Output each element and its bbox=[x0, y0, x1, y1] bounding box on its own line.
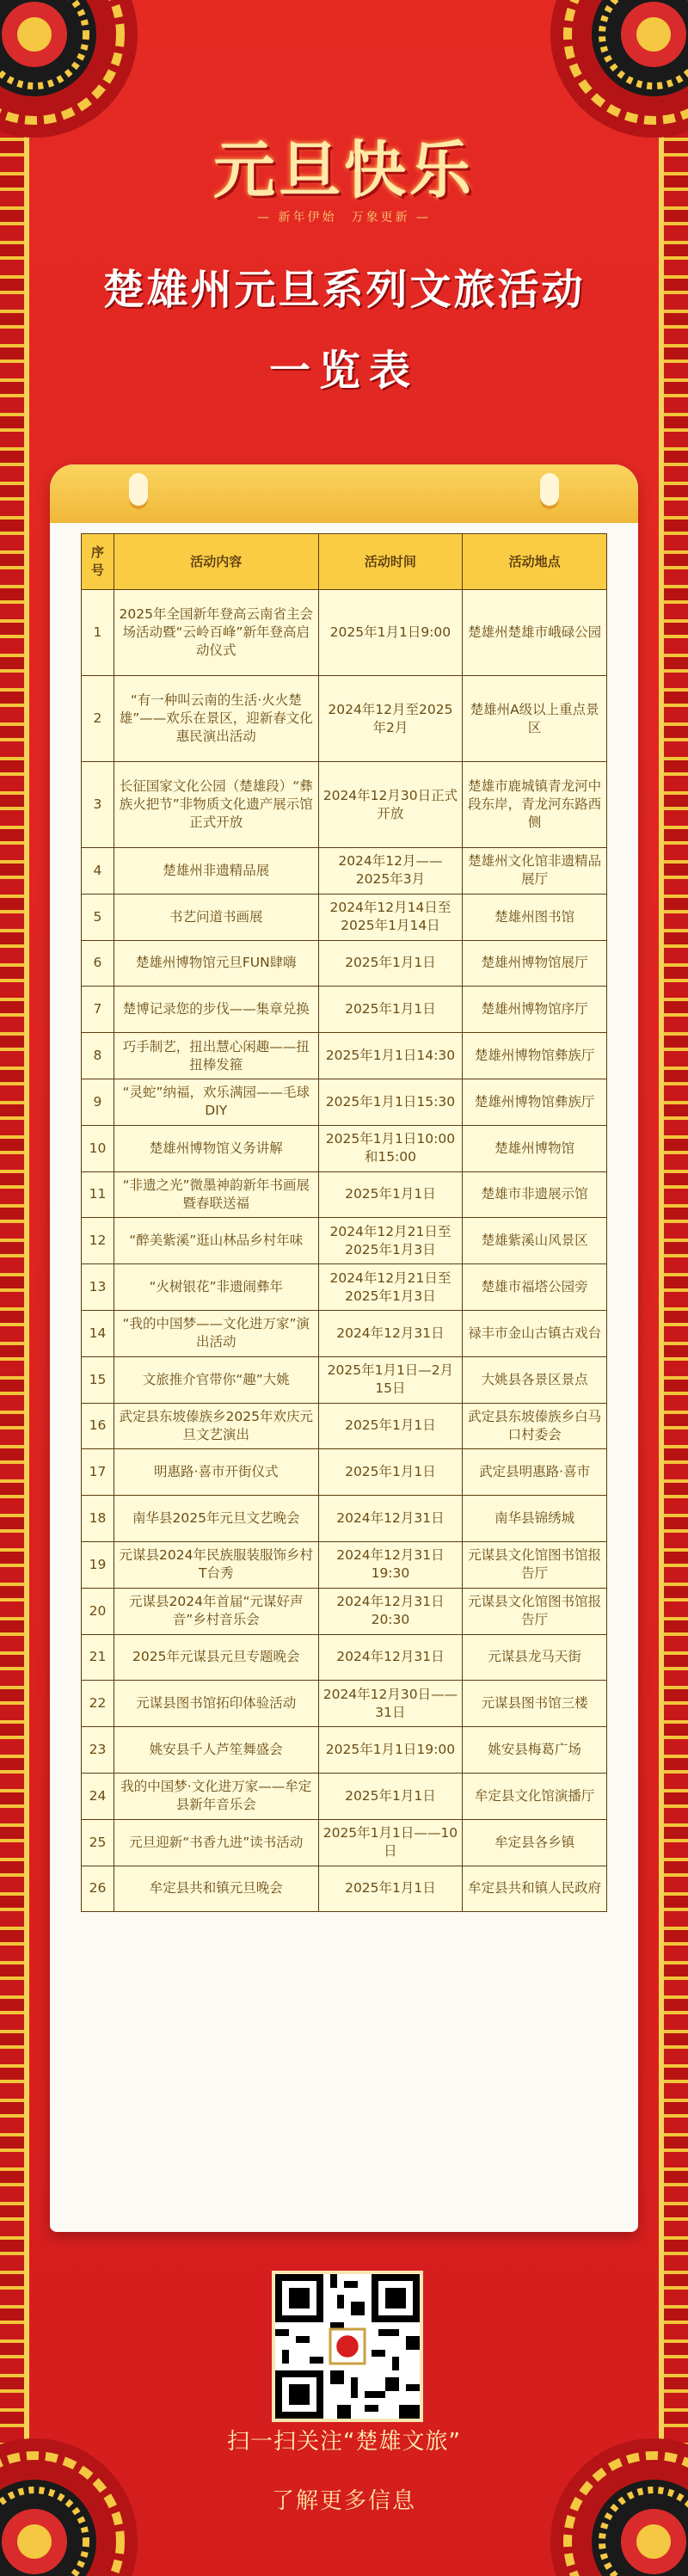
table-row bbox=[82, 1449, 607, 1496]
row-number: 20 bbox=[82, 1588, 114, 1634]
row-number: 15 bbox=[82, 1356, 114, 1403]
activity-place: 大姚县各景区景点 bbox=[463, 1356, 607, 1403]
activity-content: 牟定县共和镇元旦晚会 bbox=[114, 1866, 318, 1912]
row-number: 21 bbox=[82, 1634, 114, 1681]
table-row bbox=[82, 940, 607, 987]
activity-content: 元谋县图书馆拓印体验活动 bbox=[114, 1681, 318, 1727]
activity-content: “火树银花”非遗闹彝年 bbox=[114, 1264, 318, 1311]
activity-time: 2024年12月30日——31日 bbox=[318, 1681, 463, 1727]
col-header-content: 活动内容 bbox=[114, 534, 318, 590]
row-number: 12 bbox=[82, 1218, 114, 1264]
page-title-line2: 一览表 bbox=[268, 347, 419, 395]
table-row bbox=[82, 1033, 607, 1079]
activity-time: 2025年1月1日 bbox=[318, 1403, 463, 1449]
row-number: 24 bbox=[82, 1773, 114, 1819]
table-row bbox=[82, 987, 607, 1033]
activity-place: 楚雄州A级以上重点景区 bbox=[463, 676, 607, 762]
activity-content: 书艺问道书画展 bbox=[114, 894, 318, 940]
activity-time: 2024年12月31日 bbox=[318, 1310, 463, 1356]
row-number: 19 bbox=[82, 1541, 114, 1588]
activity-time: 2024年12月21日至2025年1月3日 bbox=[318, 1218, 463, 1264]
schedule-card bbox=[50, 464, 638, 2232]
col-header-place: 活动地点 bbox=[463, 534, 607, 590]
activity-content: 明惠路·喜市开街仪式 bbox=[114, 1449, 318, 1496]
row-number: 1 bbox=[82, 590, 114, 676]
activity-content: 元谋县2024年首届“元谋好声音”乡村音乐会 bbox=[114, 1588, 318, 1634]
table-row bbox=[82, 1634, 607, 1681]
activity-content: 武定县东坡傣族乡2025年欢庆元旦文艺演出 bbox=[114, 1403, 318, 1449]
activity-time: 2025年1月1日——10日 bbox=[318, 1819, 463, 1866]
activity-place: 楚雄州博物馆 bbox=[463, 1125, 607, 1171]
activity-time: 2025年1月1日9:00 bbox=[318, 590, 463, 676]
activity-time: 2025年1月1日10:00和15:00 bbox=[318, 1125, 463, 1171]
activity-place: 姚安县梅葛广场 bbox=[463, 1727, 607, 1774]
activity-content: “有一种叫云南的生活·火火楚雄”——欢乐在景区，迎新春文化惠民演出活动 bbox=[114, 676, 318, 762]
activity-content: 姚安县千人芦笙舞盛会 bbox=[114, 1727, 318, 1774]
qr-code[interactable] bbox=[272, 2271, 423, 2422]
col-header-time: 活动时间 bbox=[318, 534, 463, 590]
activity-time: 2024年12月31日 bbox=[318, 1634, 463, 1681]
activity-place: 楚雄州楚雄市峨碌公园 bbox=[463, 590, 607, 676]
activity-place: 牟定县文化馆演播厅 bbox=[463, 1773, 607, 1819]
activity-place: 牟定县共和镇人民政府 bbox=[463, 1866, 607, 1912]
binder-ring-icon bbox=[540, 473, 559, 509]
activity-time: 2024年12月31日 bbox=[318, 1496, 463, 1542]
activity-content: “非遗之光”微墨神韵新年书画展暨春联送福 bbox=[114, 1171, 318, 1218]
activity-content: 楚雄州博物馆义务讲解 bbox=[114, 1125, 318, 1171]
activity-time: 2025年1月1日15:30 bbox=[318, 1079, 463, 1125]
activity-content: “我的中国梦——文化进万家”演出活动 bbox=[114, 1310, 318, 1356]
activity-place: 禄丰市金山古镇古戏台 bbox=[463, 1310, 607, 1356]
table-row bbox=[82, 1727, 607, 1774]
table-row bbox=[82, 1496, 607, 1542]
row-number: 8 bbox=[82, 1033, 114, 1079]
activity-time: 2024年12月30日正式开放 bbox=[318, 762, 463, 848]
activity-time: 2024年12月31日19:30 bbox=[318, 1541, 463, 1588]
new-year-logo-text: 元旦快乐 bbox=[212, 133, 475, 206]
activity-time: 2024年12月21日至2025年1月3日 bbox=[318, 1264, 463, 1311]
table-row bbox=[82, 1866, 607, 1912]
activity-place: 元谋县文化馆图书馆报告厅 bbox=[463, 1541, 607, 1588]
row-number: 3 bbox=[82, 762, 114, 848]
row-number: 18 bbox=[82, 1496, 114, 1542]
activity-time: 2025年1月1日 bbox=[318, 987, 463, 1033]
row-number: 9 bbox=[82, 1079, 114, 1125]
activity-place: 楚雄州图书馆 bbox=[463, 894, 607, 940]
logo-subtitle: — 新年伊始 万象更新 — bbox=[257, 211, 431, 224]
table-row bbox=[82, 894, 607, 940]
table-row bbox=[82, 762, 607, 848]
table-header-row bbox=[82, 534, 607, 590]
activity-time: 2024年12月——2025年3月 bbox=[318, 848, 463, 895]
activity-place: 元谋县文化馆图书馆报告厅 bbox=[463, 1588, 607, 1634]
row-number: 25 bbox=[82, 1819, 114, 1866]
activity-time: 2025年1月1日19:00 bbox=[318, 1727, 463, 1774]
row-number: 26 bbox=[82, 1866, 114, 1912]
activity-content: 楚雄州博物馆元旦FUN肆嗨 bbox=[114, 940, 318, 987]
activity-place: 楚雄市福塔公园旁 bbox=[463, 1264, 607, 1311]
row-number: 17 bbox=[82, 1449, 114, 1496]
row-number: 6 bbox=[82, 940, 114, 987]
activity-time: 2025年1月1日—2月15日 bbox=[318, 1356, 463, 1403]
card-header-strip bbox=[50, 464, 638, 523]
row-number: 4 bbox=[82, 848, 114, 895]
more-info-text: 了解更多信息 bbox=[271, 2488, 416, 2514]
activity-place: 楚雄市非遗展示馆 bbox=[463, 1171, 607, 1218]
row-number: 11 bbox=[82, 1171, 114, 1218]
table-row bbox=[82, 1773, 607, 1819]
activity-place: 楚雄州博物馆序厅 bbox=[463, 987, 607, 1033]
table-row bbox=[82, 1079, 607, 1125]
activity-table bbox=[81, 533, 607, 1912]
table-row bbox=[82, 1264, 607, 1311]
activity-content: 南华县2025年元旦文艺晚会 bbox=[114, 1496, 318, 1542]
table-row bbox=[82, 1310, 607, 1356]
activity-time: 2024年12月14日至2025年1月14日 bbox=[318, 894, 463, 940]
follow-prompt: 扫一扫关注“楚雄文旅” bbox=[227, 2429, 461, 2455]
col-header-no: 序号 bbox=[82, 534, 114, 590]
activity-content: 元旦迎新“书香九进”读书活动 bbox=[114, 1819, 318, 1866]
table-row bbox=[82, 1819, 607, 1866]
table-row bbox=[82, 848, 607, 895]
activity-time: 2025年1月1日 bbox=[318, 1866, 463, 1912]
activity-content: “灵蛇”纳福，欢乐满园——毛球DIY bbox=[114, 1079, 318, 1125]
activity-time: 2025年1月1日 bbox=[318, 940, 463, 987]
row-number: 22 bbox=[82, 1681, 114, 1727]
table-row bbox=[82, 676, 607, 762]
activity-content: 2025年全国新年登高云南省主会场活动暨“云岭百峰”新年登高启动仪式 bbox=[114, 590, 318, 676]
table-row bbox=[82, 1171, 607, 1218]
activity-place: 楚雄紫溪山风景区 bbox=[463, 1218, 607, 1264]
table-row bbox=[82, 1356, 607, 1403]
activity-content: 长征国家文化公园（楚雄段）“彝族火把节”非物质文化遗产展示馆正式开放 bbox=[114, 762, 318, 848]
activity-place: 元谋县图书馆三楼 bbox=[463, 1681, 607, 1727]
activity-content: “醉美紫溪”逛山林品乡村年味 bbox=[114, 1218, 318, 1264]
activity-content: 楚博记录您的步伐——集章兑换 bbox=[114, 987, 318, 1033]
activity-content: 巧手制艺，扭出慧心闲趣——扭扭棒发箍 bbox=[114, 1033, 318, 1079]
activity-place: 武定县明惠路·喜市 bbox=[463, 1449, 607, 1496]
activity-content: 楚雄州非遗精品展 bbox=[114, 848, 318, 895]
binder-ring-icon bbox=[129, 473, 148, 509]
activity-place: 楚雄州文化馆非遗精品展厅 bbox=[463, 848, 607, 895]
activity-place: 楚雄州博物馆彝族厅 bbox=[463, 1033, 607, 1079]
activity-content: 2025年元谋县元旦专题晚会 bbox=[114, 1634, 318, 1681]
row-number: 23 bbox=[82, 1727, 114, 1774]
activity-time: 2024年12月至2025年2月 bbox=[318, 676, 463, 762]
activity-place: 南华县锦绣城 bbox=[463, 1496, 607, 1542]
activity-time: 2025年1月1日 bbox=[318, 1171, 463, 1218]
table-row bbox=[82, 1125, 607, 1171]
table-row bbox=[82, 1541, 607, 1588]
row-number: 14 bbox=[82, 1310, 114, 1356]
activity-content: 文旅推介官带你“趣”大姚 bbox=[114, 1356, 318, 1403]
activity-place: 武定县东坡傣族乡白马口村委会 bbox=[463, 1403, 607, 1449]
row-number: 10 bbox=[82, 1125, 114, 1171]
row-number: 13 bbox=[82, 1264, 114, 1311]
activity-time: 2025年1月1日 bbox=[318, 1773, 463, 1819]
activity-place: 楚雄州博物馆展厅 bbox=[463, 940, 607, 987]
activity-place: 元谋县龙马天街 bbox=[463, 1634, 607, 1681]
activity-time: 2024年12月31日20:30 bbox=[318, 1588, 463, 1634]
activity-place: 楚雄市鹿城镇青龙河中段东岸，青龙河东路西侧 bbox=[463, 762, 607, 848]
activity-time: 2025年1月1日 bbox=[318, 1449, 463, 1496]
row-number: 5 bbox=[82, 894, 114, 940]
table-row bbox=[82, 1588, 607, 1634]
page-title: 楚雄州元旦系列文旅活动 bbox=[102, 266, 586, 314]
table-row bbox=[82, 1218, 607, 1264]
qr-code-icon bbox=[275, 2274, 420, 2419]
row-number: 7 bbox=[82, 987, 114, 1033]
table-row bbox=[82, 590, 607, 676]
table-row bbox=[82, 1403, 607, 1449]
activity-content: 元谋县2024年民族服装服饰乡村T台秀 bbox=[114, 1541, 318, 1588]
activity-place: 牟定县各乡镇 bbox=[463, 1819, 607, 1866]
row-number: 16 bbox=[82, 1403, 114, 1449]
activity-place: 楚雄州博物馆彝族厅 bbox=[463, 1079, 607, 1125]
activity-time: 2025年1月1日14:30 bbox=[318, 1033, 463, 1079]
table-row bbox=[82, 1681, 607, 1727]
activity-content: 我的中国梦·文化进万家——牟定县新年音乐会 bbox=[114, 1773, 318, 1819]
row-number: 2 bbox=[82, 676, 114, 762]
